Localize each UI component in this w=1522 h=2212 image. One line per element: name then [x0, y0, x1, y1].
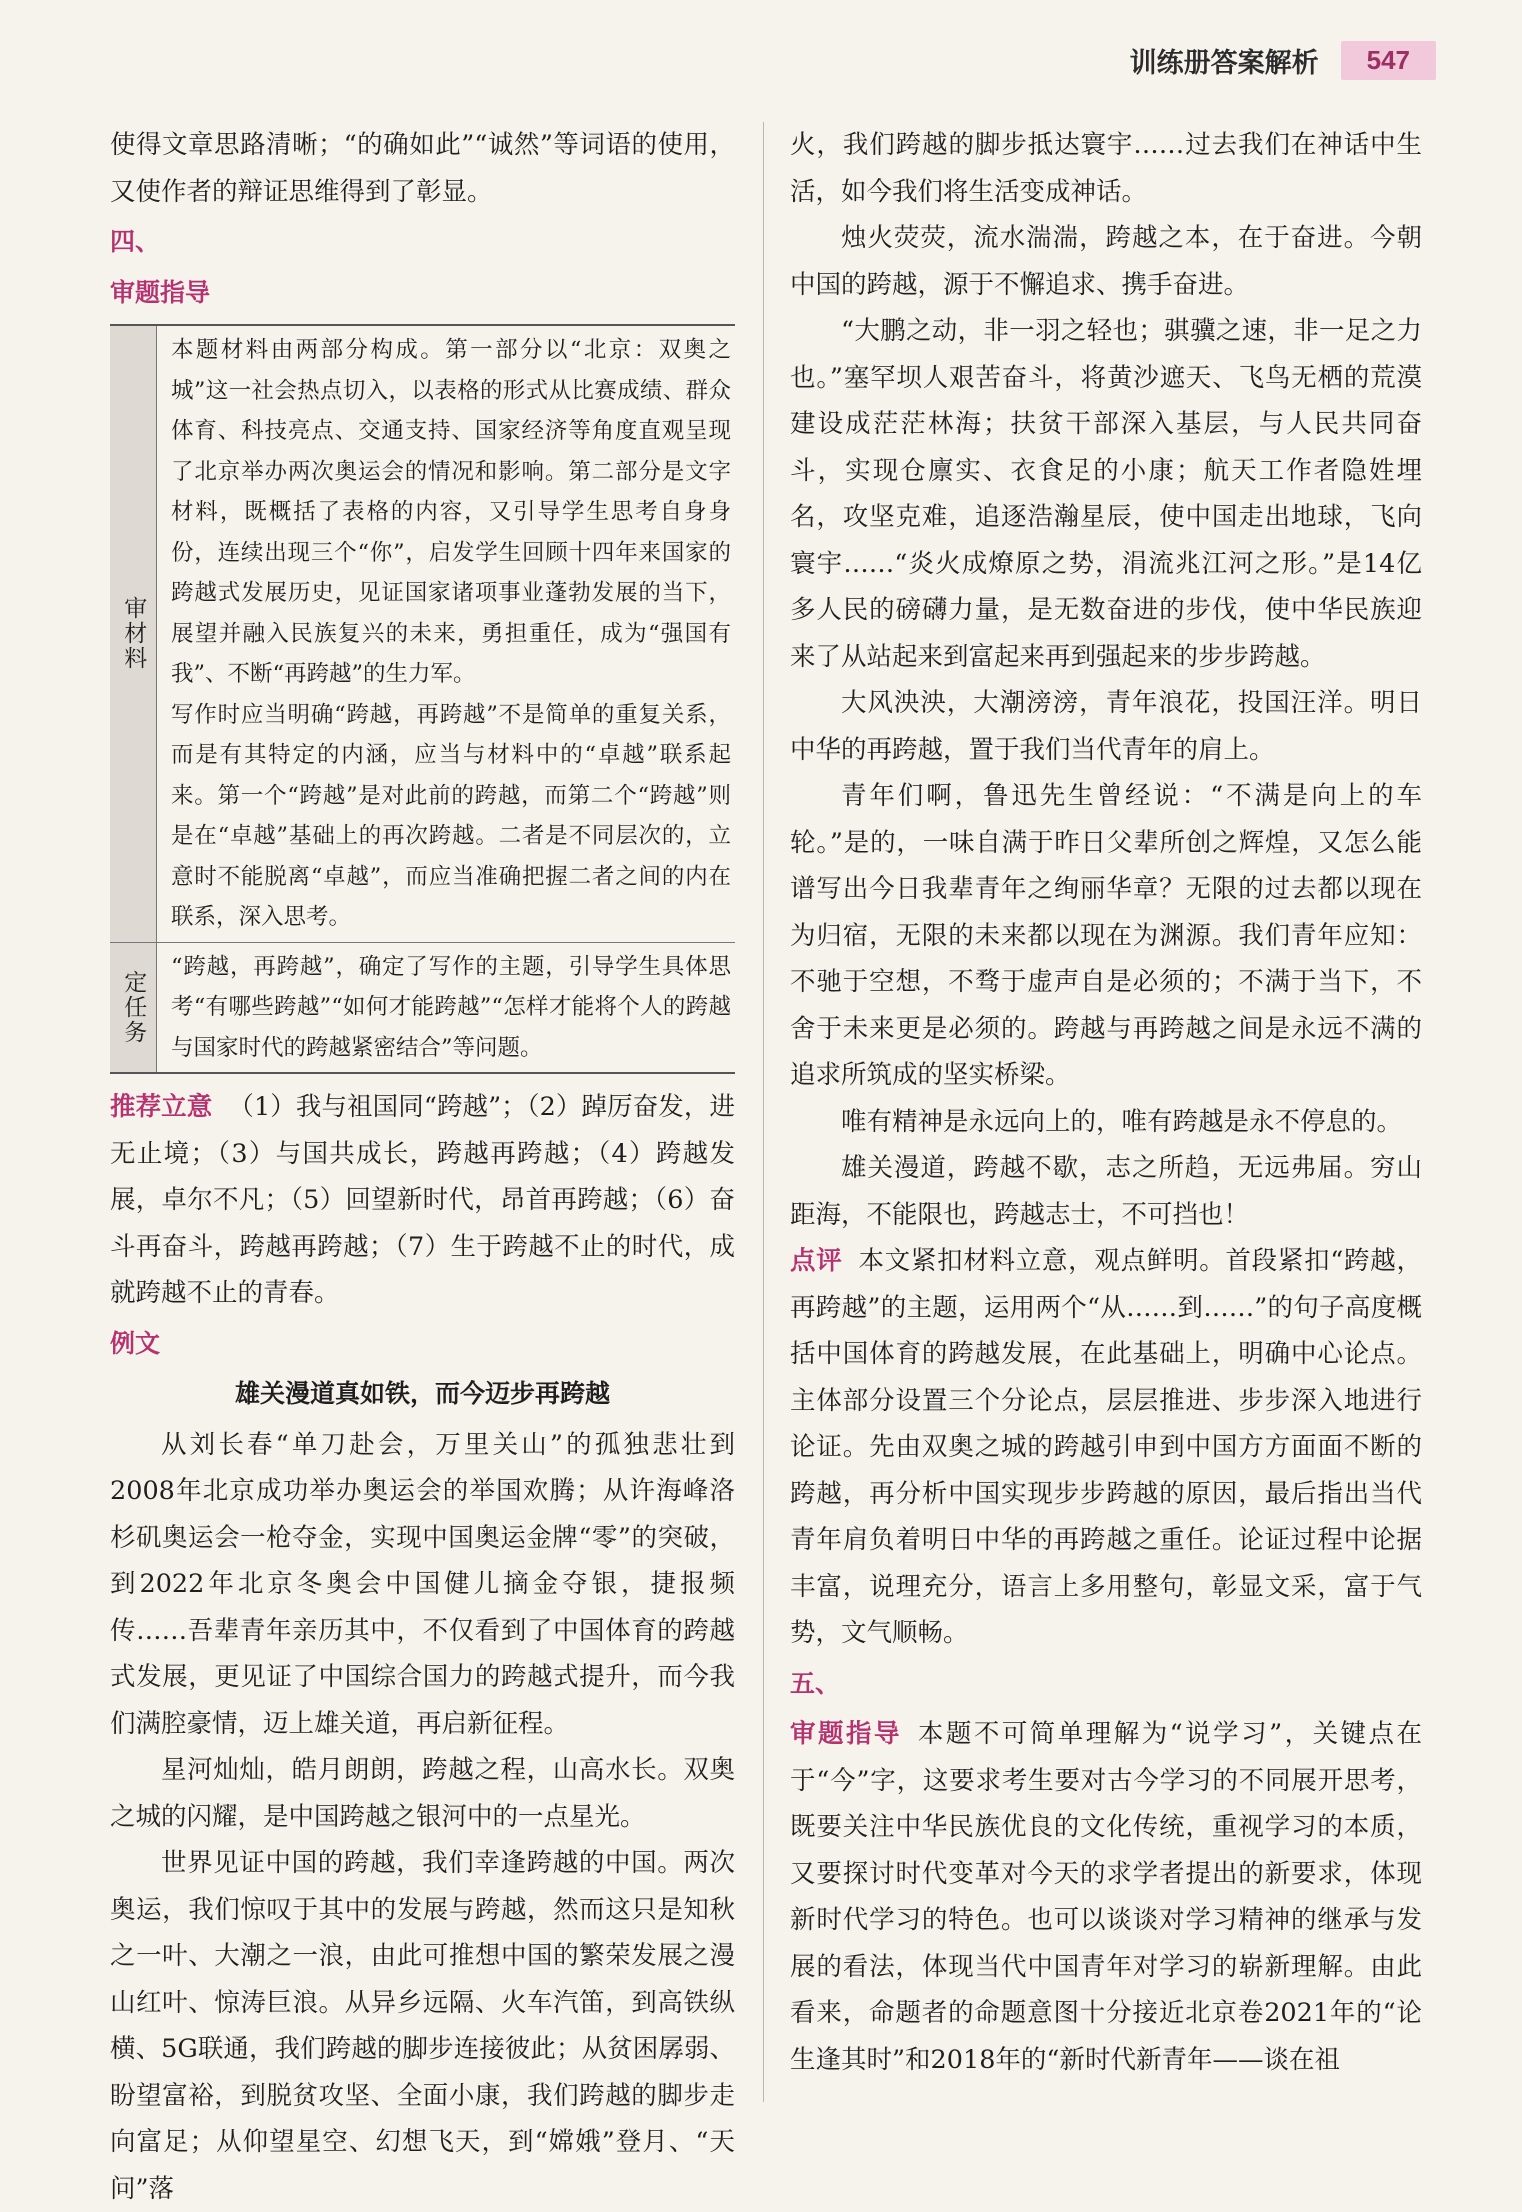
- task-paragraph: “跨越，再跨越”，确定了写作的主题，引导学生具体思考“有哪些跨越”“如何才能跨越”“怎样才能将个人的跨越与国家时代的跨越紧密结合”等问题。: [171, 953, 731, 1061]
- guide-five-text: 本题不可简单理解为“说学习”，关键点在于“今”字，这要求考生要对古今学习的不同展开思考，既要关注中华民族优良的文化传统，重视学习的本质，又要探讨时代变革对今天的求学者提出的新要求，体现新时代学习的特色。也可以谈谈对学习精神的继承与发展的看法，体现当代中国青年对学习的崭新理解。由此看来，命题者的命题意图十分接近北京卷2021年的“论生逢其时”和2018年的“新时代新青年——谈在祖: [790, 1719, 1422, 2075]
- essay-paragraph: “大鹏之动，非一羽之轻也；骐骥之速，非一足之力也。”塞罕坝人艰苦奋斗，将黄沙遮天、飞鸟无栖的荒漠建设成茫茫林海；扶贫干部深入基层，与人民共同奋斗，实现仓廪实、衣食足的小康；航天工作者隐姓埋名，攻坚克难，追逐浩瀚星辰，使中国走出地球，飞向寰宇……“炎火成燎原之势，涓流兆江河之形。”是14亿多人民的磅礴力量，是无数奋进的步伐，使中华民族迎来了从站起来到富起来再到强起来的步步跨越。: [790, 316, 1422, 672]
- commentary: [790, 1238, 1422, 1657]
- essay-paragraph: 烛火荧荧，流水湍湍，跨越之本，在于奋进。今朝中国的跨越，源于不懈追求、携手奋进。: [790, 223, 1422, 300]
- example-heading: 例文: [110, 1328, 161, 1358]
- table-row: [110, 942, 735, 1073]
- essay-paragraph: 从刘长春“单刀赴会，万里关山”的孤独悲壮到2008年北京成功举办奥运会的举国欢腾；从许海峰洛杉矶奥运会一枪夺金，实现中国奥运金牌“零”的突破，到2022年北京冬奥会中国健儿摘金夺银，捷报频传……吾辈青年亲历其中，不仅看到了中国体育的跨越式发展，更见证了中国综合国力的跨越式提升，而今我们满腔豪情，迈上雄关道，再启新征程。: [110, 1429, 735, 1739]
- material-paragraph-2: 写作时应当明确“跨越，再跨越”不是简单的重复关系，而是有其特定的内涵，应当与材料中的“卓越”联系起来。第一个“跨越”是对此前的跨越，而第二个“跨越”则是在“卓越”基础上的再次跨越。二者是不同层次的，立意时不能脱离“卓越”，而应当准确把握二者之间的内在联系，深入思考。: [171, 701, 731, 930]
- page-header: [1130, 40, 1436, 80]
- page-number: 547: [1341, 41, 1436, 80]
- commentary-label: 点评: [790, 1246, 843, 1276]
- section-five-heading: 五、: [790, 1668, 841, 1698]
- recommended-text: （1）我与祖国同“跨越”；（2）踔厉奋发，进无止境；（3）与国共成长，跨越再跨越；（4）跨越发展，卓尔不凡；（5）回望新时代，昂首再跨越；（6）奋斗再奋斗，跨越再跨越；（7）生于跨越不止的时代，成就跨越不止的青春。: [110, 1092, 735, 1308]
- row-content: [157, 943, 735, 1073]
- right-column: [790, 122, 1422, 2083]
- section-four-heading: 四、: [110, 227, 161, 256]
- commentary-text: 本文紧扣材料立意，观点鲜明。首段紧扣“跨越，再跨越”的主题，运用两个“从……到……”的句子高度概括中国体育的跨越发展，在此基础上，明确中心论点。主体部分设置三个分论点，层层推进、步步深入地进行论证。先由双奥之城的跨越引申到中国方方面面不断的跨越，再分析中国实现步步跨越的原因，最后指出当代青年肩负着明日中华的再跨越之重任。论证过程中论据丰富，说理充分，语言上多用整句，彰显文采，富于气势，文气顺畅。: [790, 1246, 1422, 1648]
- intro-paragraph: 使得文章思路清晰；“的确如此”“诚然”等词语的使用，又使作者的辩证思维得到了彰显。: [110, 130, 735, 207]
- essay-paragraph: 火，我们跨越的脚步抵达寰宇……过去我们在神话中生活，如今我们将生活变成神话。: [790, 130, 1422, 207]
- material-paragraph-1: 本题材料由两部分构成。第一部分以“北京：双奥之城”这一社会热点切入，以表格的形式从比赛成绩、群众体育、科技亮点、交通支持、国家经济等角度直观呈现了北京举办两次奥运会的情况和影响。第二部分是文字材料，既概括了表格的内容，又引导学生思考自身身份，连续出现三个“你”，启发学生回顾十四年来国家的跨越式发展历史，见证国家诸项事业蓬勃发展的当下，展望并融入民族复兴的未来，勇担重任，成为“强国有我”、不断“再跨越”的生力军。: [171, 337, 731, 687]
- essay-paragraph: 雄关漫道，跨越不歇，志之所趋，无远弗届。穷山距海，不能限也，跨越志士，不可挡也！: [790, 1153, 1422, 1230]
- header-title: 训练册答案解析: [1129, 47, 1319, 79]
- essay-title: 雄关漫道真如铁，而今迈步再跨越: [234, 1379, 610, 1408]
- row-content: [157, 326, 735, 942]
- left-column: [110, 122, 735, 2212]
- essay-paragraph: 大风泱泱，大潮滂滂，青年浪花，投国汪洋。明日中华的再跨越，置于我们当代青年的肩上。: [790, 688, 1422, 765]
- guide-five-label: 审题指导: [790, 1719, 902, 1749]
- essay-paragraph: 世界见证中国的跨越，我们幸逢跨越的中国。两次奥运，我们惊叹于其中的发展与跨越，然而这只是知秋之一叶、大潮之一浪，由此可推想中国的繁荣发展之漫山红叶、惊涛巨浪。从异乡远隔、火车汽笛，到高铁纵横、5G联通，我们跨越的脚步连接彼此；从贫困孱弱、盼望富裕，到脱贫攻坚、全面小康，我们跨越的脚步走向富足；从仰望星空、幻想飞天，到“嫦娥”登月、“天问”落: [110, 1848, 735, 2204]
- recommended-label: 推荐立意: [110, 1092, 213, 1122]
- row-label-material: 审材料: [110, 326, 157, 942]
- row-label-task: 定任务: [110, 943, 157, 1073]
- guide-five: [790, 1711, 1422, 2083]
- guide-heading: 审题指导: [110, 277, 211, 307]
- column-divider: [763, 122, 764, 2102]
- recommended-ideas: [110, 1084, 735, 1317]
- essay-paragraph: 青年们啊，鲁迅先生曾经说：“不满是向上的车轮。”是的，一味自满于昨日父辈所创之辉煌，又怎么能谱写出今日我辈青年之绚丽华章？无限的过去都以现在为归宿，无限的未来都以现在为渊源。我们青年应知：不驰于空想，不骛于虚声自是必须的；不满于当下，不舍于未来更是必须的。跨越与再跨越之间是永远不满的追求所筑成的坚实桥梁。: [790, 781, 1422, 1090]
- essay-paragraph: 唯有精神是永远向上的，唯有跨越是永不停息的。: [841, 1106, 1403, 1137]
- analysis-table: [110, 324, 735, 1074]
- essay-paragraph: 星河灿灿，皓月朗朗，跨越之程，山高水长。双奥之城的闪耀，是中国跨越之银河中的一点星光。: [110, 1755, 735, 1832]
- table-row: [110, 326, 735, 942]
